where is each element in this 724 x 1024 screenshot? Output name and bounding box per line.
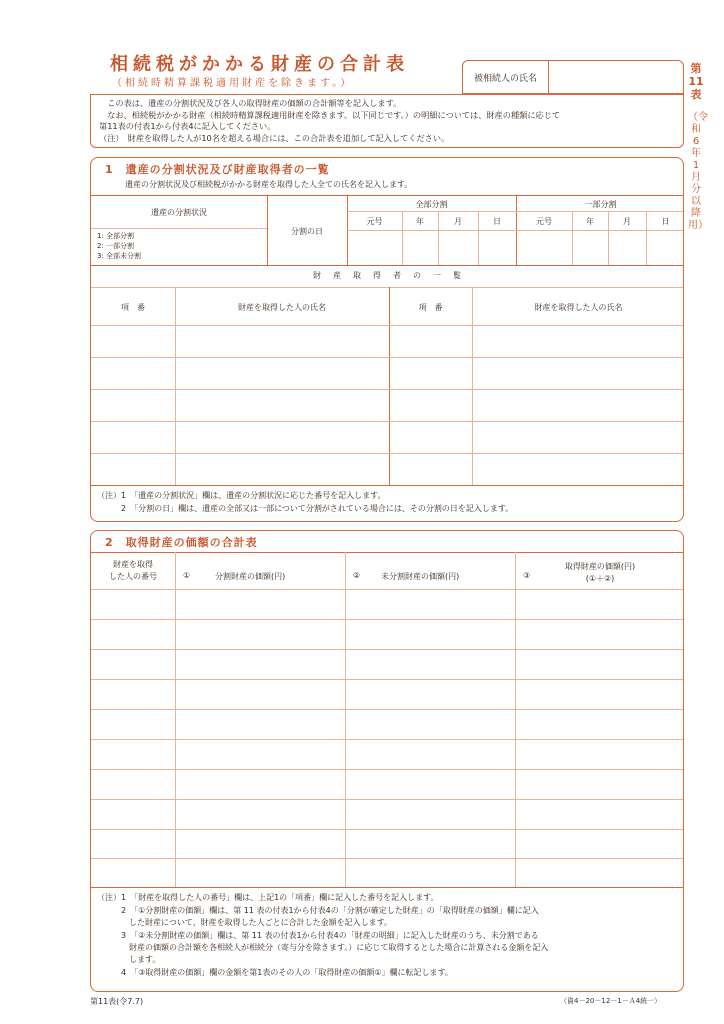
- section1-note: （注）1 「遺産の分割状況」欄は、遺産の分割状況に応じた番号を記入します。: [97, 491, 386, 500]
- date-col-month: 月: [454, 217, 462, 226]
- status-option: 3: 全部未分割: [97, 252, 142, 260]
- date-col-era: 元号: [536, 217, 552, 226]
- date-col-day: 日: [661, 217, 670, 226]
- col-item-no: 項 番: [418, 303, 443, 312]
- col2-marker: ②: [353, 571, 361, 580]
- col-acquirer-name: 財産を取得した人の氏名: [534, 303, 623, 312]
- section1-heading: 1 遺産の分割状況及び財産取得者の一覧: [105, 163, 330, 176]
- section1-subheading: 遺産の分割状況及び相続税がかかる財産を取得した人全ての氏名を記入します。: [125, 180, 413, 189]
- section2-note: 4 「③取得財産の価額」欄の金額を第1表のその人の「取得財産の価額①」欄に転記します。: [97, 968, 453, 977]
- footer-print-code: （資4－20－12－1－Ａ4統一）: [560, 997, 662, 1005]
- section2-note: した財産について、財産を取得した人ごとに合計した金額を記入します。: [97, 918, 393, 927]
- intro-box: [90, 94, 684, 148]
- acquirer-list-title: 財 産 取 得 者 の 一 覧: [313, 271, 463, 280]
- decedent-name-box[interactable]: [462, 60, 684, 94]
- form-period: （令和6年1月分以降用）: [688, 112, 708, 231]
- col-undivided-value: 未分割財産の価額(円): [381, 572, 460, 581]
- section2-note: 2 「①分割財産の価額」欄は、第 11 表の付表1から付表4の「分割が確定した財産」の「取得財産の価額」欄に記入: [97, 906, 539, 915]
- intro-line: なお、相続税がかかる財産（相続時精算課税適用財産を除きます。以下同じです。）の明細については、財産の種類に応じて: [99, 109, 561, 120]
- status-option: 2: 一部分割: [97, 242, 135, 250]
- section2-heading: 2 取得財産の価額の合計表: [105, 536, 258, 549]
- status-option: 1: 全部分割: [97, 232, 135, 240]
- full-division-label: 全部分割: [415, 200, 448, 209]
- col-divided-value: 分割財産の価額(円): [215, 572, 286, 581]
- intro-line: 第11表の付表1から付表4に記入してください。: [99, 121, 276, 131]
- form-title: 相続税がかかる財産の合計表: [110, 54, 409, 75]
- partial-division-label: 一部分割: [584, 200, 617, 209]
- section2-note: 3 「②未分割財産の価額」欄は、第 11 表の付表1から付表4の「財産の明細」に記入した財産のうち、未分割である: [97, 931, 539, 940]
- status-label: 遺産の分割状況: [151, 208, 207, 217]
- section-division-status: [90, 157, 684, 522]
- section1-note: 2 「分割の日」欄は、遺産の全部又は一部について分割がされている場合には、その分割の日を記入します。: [97, 504, 514, 513]
- section2-note: 財産の価額の合計額を各相続人が相続分（寄与分を除きます。）に応じて取得するとした場合に計算される金額を記入: [97, 943, 549, 952]
- col-acquirer-no: 財産を取得: [113, 560, 153, 569]
- section2-note: します。: [97, 955, 161, 964]
- date-col-day: 日: [493, 217, 501, 226]
- division-date-label: 分割の日: [291, 227, 323, 236]
- col1-marker: ①: [183, 571, 191, 580]
- footer-form-code: 第11表(令7.7): [90, 997, 144, 1006]
- date-col-era: 元号: [366, 217, 383, 226]
- section-acquired-value-total: [90, 530, 684, 992]
- date-col-year: 年: [416, 217, 424, 226]
- col-acquired-value: 取得財産の価額(円): [564, 562, 636, 571]
- section2-note: （注）1 「財産を取得した人の番号」欄は、上記1の「項番」欄に記入した番号を記入します。: [97, 893, 439, 902]
- col3-formula: (①＋②): [585, 574, 615, 583]
- decedent-name-label: 被相続人の氏名: [463, 61, 549, 93]
- col3-marker: ③: [523, 571, 531, 580]
- col-acquirer-name: 財産を取得した人の氏名: [238, 303, 326, 312]
- col-item-no: 項 番: [121, 303, 145, 312]
- intro-line: （注） 財産を取得した人が10名を超える場合には、この合計表を追加して記入してください。: [99, 132, 450, 143]
- date-col-year: 年: [586, 217, 594, 226]
- col-acquirer-no: した人の番号: [109, 572, 157, 581]
- form-number: 第11表: [688, 62, 704, 101]
- intro-line: この表は、遺産の分割状況及び各人の取得財産の価額の合計額等を記入します。: [99, 98, 402, 108]
- date-col-month: 月: [623, 217, 631, 226]
- form-subtitle: （相続時精算課税適用財産を除きます。）: [112, 78, 354, 89]
